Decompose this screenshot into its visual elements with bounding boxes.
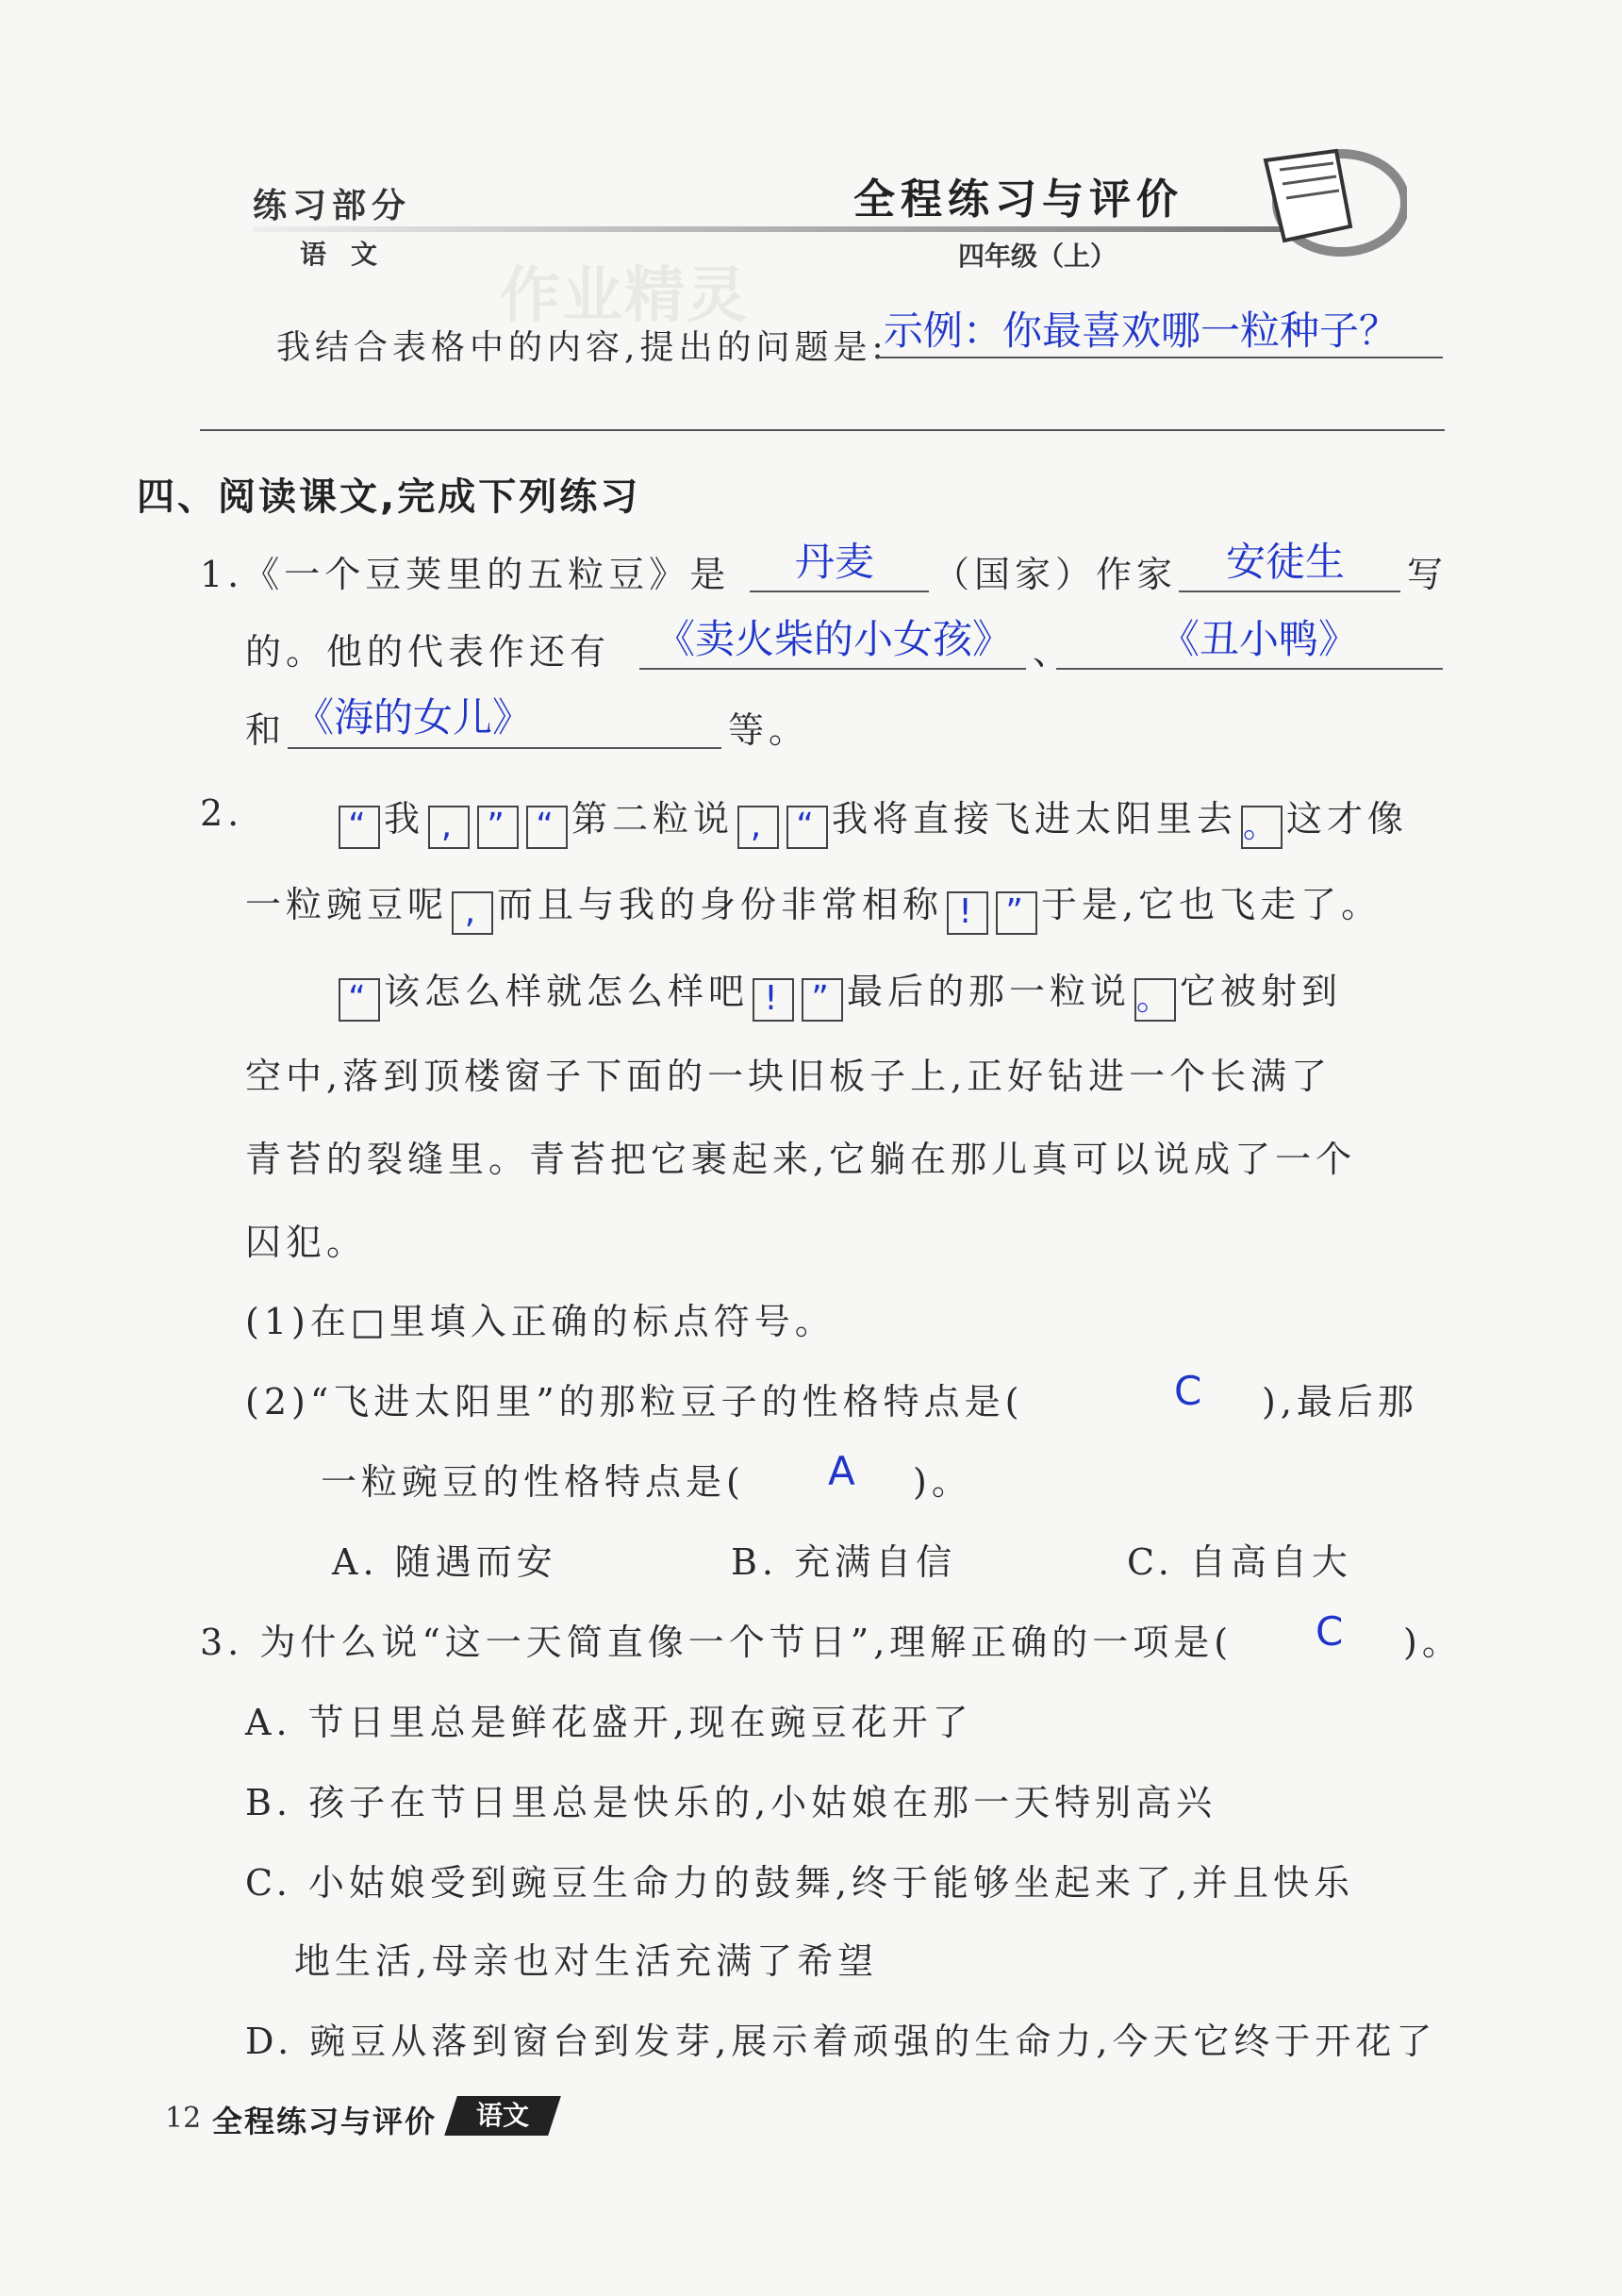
q3-option-b: B. 孩子在节日里总是快乐的,小姑娘在那一天特别高兴 bbox=[245, 1782, 1217, 1823]
q1-work3-answer: 《海的女儿》 bbox=[294, 694, 533, 740]
punct-box: ! bbox=[753, 978, 794, 1022]
q3-option-c-cont: 地生活,母亲也对生活充满了希望 bbox=[294, 1940, 879, 1982]
q2-option-b: B. 充满自信 bbox=[731, 1541, 957, 1583]
q1-part3: 写 bbox=[1407, 554, 1448, 595]
blank-answer-line bbox=[200, 429, 1445, 431]
punct-box: ! bbox=[947, 891, 988, 935]
punct-box: ” bbox=[802, 978, 843, 1022]
punct-box: ” bbox=[996, 891, 1037, 935]
q1-country-answer: 丹麦 bbox=[795, 539, 875, 585]
q3-option-a: A. 节日里总是鲜花盛开,现在豌豆花开了 bbox=[245, 1702, 973, 1743]
q1-work2-answer: 《丑小鸭》 bbox=[1160, 616, 1359, 662]
punct-box: “ bbox=[786, 806, 828, 849]
q2-line4: 空中,落到顶楼窗子下面的一块旧板子上,正好钻进一个长满了 bbox=[245, 1056, 1332, 1097]
punct-box: “ bbox=[339, 806, 380, 849]
q1-country-blank bbox=[750, 591, 929, 592]
q2-sub1: (1)在□里填入正确的标点符号。 bbox=[245, 1301, 836, 1342]
punct-box: ” bbox=[477, 806, 519, 849]
question-prompt-answer: 示例：你最喜欢哪一粒种子？ bbox=[884, 308, 1399, 354]
section-heading: 四、阅读课文,完成下列练习 bbox=[137, 475, 641, 519]
q2-line6: 囚犯。 bbox=[245, 1222, 368, 1263]
punct-box: “ bbox=[339, 978, 380, 1022]
q1-part1: 1.《一个豆荚里的五粒豆》是 bbox=[200, 554, 731, 595]
q2-line5: 青苔的裂缝里。青苔把它裹起来,它躺在那儿真可以说成了一个 bbox=[245, 1139, 1357, 1180]
q2-sub2-answer1: C bbox=[1174, 1368, 1202, 1414]
q1-work3-blank bbox=[288, 747, 721, 749]
q2-sub2-c: 一粒豌豆的性格特点是( bbox=[321, 1461, 745, 1503]
punct-box: , bbox=[452, 891, 493, 935]
header-section: 练习部分 bbox=[253, 186, 412, 225]
q2-sub2-d: )。 bbox=[913, 1461, 972, 1503]
header-brand: 全程练习与评价 bbox=[853, 175, 1183, 224]
book-logo-icon bbox=[1247, 137, 1407, 259]
q3-answer: C bbox=[1316, 1608, 1344, 1655]
q3-stem: 3. 为什么说“这一天简直像一个节日”,理解正确的一项是( bbox=[200, 1622, 1233, 1663]
punct-box: “ bbox=[526, 806, 568, 849]
q1-work2-blank bbox=[1056, 668, 1443, 670]
q1-part5: 和 bbox=[245, 709, 287, 751]
q1-part2: （国家）作家 bbox=[934, 554, 1178, 595]
punct-box: 。 bbox=[1134, 978, 1176, 1022]
q2-sub2-b: ),最后那 bbox=[1262, 1381, 1418, 1423]
punct-box: , bbox=[428, 806, 470, 849]
q1-part4: 的。他的代表作还有 bbox=[245, 631, 611, 673]
punct-box: 。 bbox=[1241, 806, 1283, 849]
q2-sub2-a: (2)“飞进太阳里”的那粒豆子的性格特点是( bbox=[245, 1381, 1024, 1423]
footer-subject-tag: 语文 bbox=[444, 2096, 561, 2136]
page-number: 12 bbox=[165, 2102, 202, 2135]
punct-box: , bbox=[737, 806, 779, 849]
q2-sub2-answer2: A bbox=[828, 1448, 855, 1494]
q2-option-c: C. 自高自大 bbox=[1127, 1541, 1352, 1583]
question-prompt-label: 我结合表格中的内容,提出的问题是: bbox=[276, 328, 888, 367]
q2-option-a: A. 随遇而安 bbox=[332, 1541, 557, 1583]
q3-option-d: D. 豌豆从落到窗台到发芽,展示着顽强的生命力,今天它终于开花了 bbox=[245, 2021, 1437, 2062]
q3-stem-end: )。 bbox=[1403, 1622, 1463, 1663]
header-grade: 四年级（上） bbox=[958, 241, 1117, 272]
q1-part6: 等。 bbox=[728, 709, 810, 751]
q1-work1-blank bbox=[639, 668, 1026, 670]
header-subject: 语文 bbox=[300, 239, 403, 270]
watermark: 作业精灵 bbox=[500, 260, 749, 331]
footer-brand: 全程练习与评价 bbox=[212, 2104, 438, 2139]
q2-line3: “ 该怎么样就怎么样吧 ! ” 最后的那一粒说 。 它被射到 bbox=[335, 962, 1342, 1022]
q1-author-blank bbox=[1179, 591, 1400, 592]
q1-work1-answer: 《卖火柴的小女孩》 bbox=[655, 616, 1013, 662]
answer-underline bbox=[877, 357, 1443, 358]
q2-line1: “ 我 , ” “ 第二粒说 , “ 我将直接飞进太阳里去 。 这才像 bbox=[335, 790, 1408, 849]
q1-sep: 、 bbox=[1033, 631, 1074, 673]
q2-line2: 一粒豌豆呢 , 而且与我的身份非常相称 ! ” 于是,它也飞走了。 bbox=[245, 875, 1382, 935]
q1-author-answer: 安徒生 bbox=[1226, 539, 1346, 585]
q3-option-c: C. 小姑娘受到豌豆生命力的鼓舞,终于能够坐起来了,并且快乐 bbox=[245, 1862, 1355, 1904]
q2-number: 2. bbox=[200, 792, 244, 834]
